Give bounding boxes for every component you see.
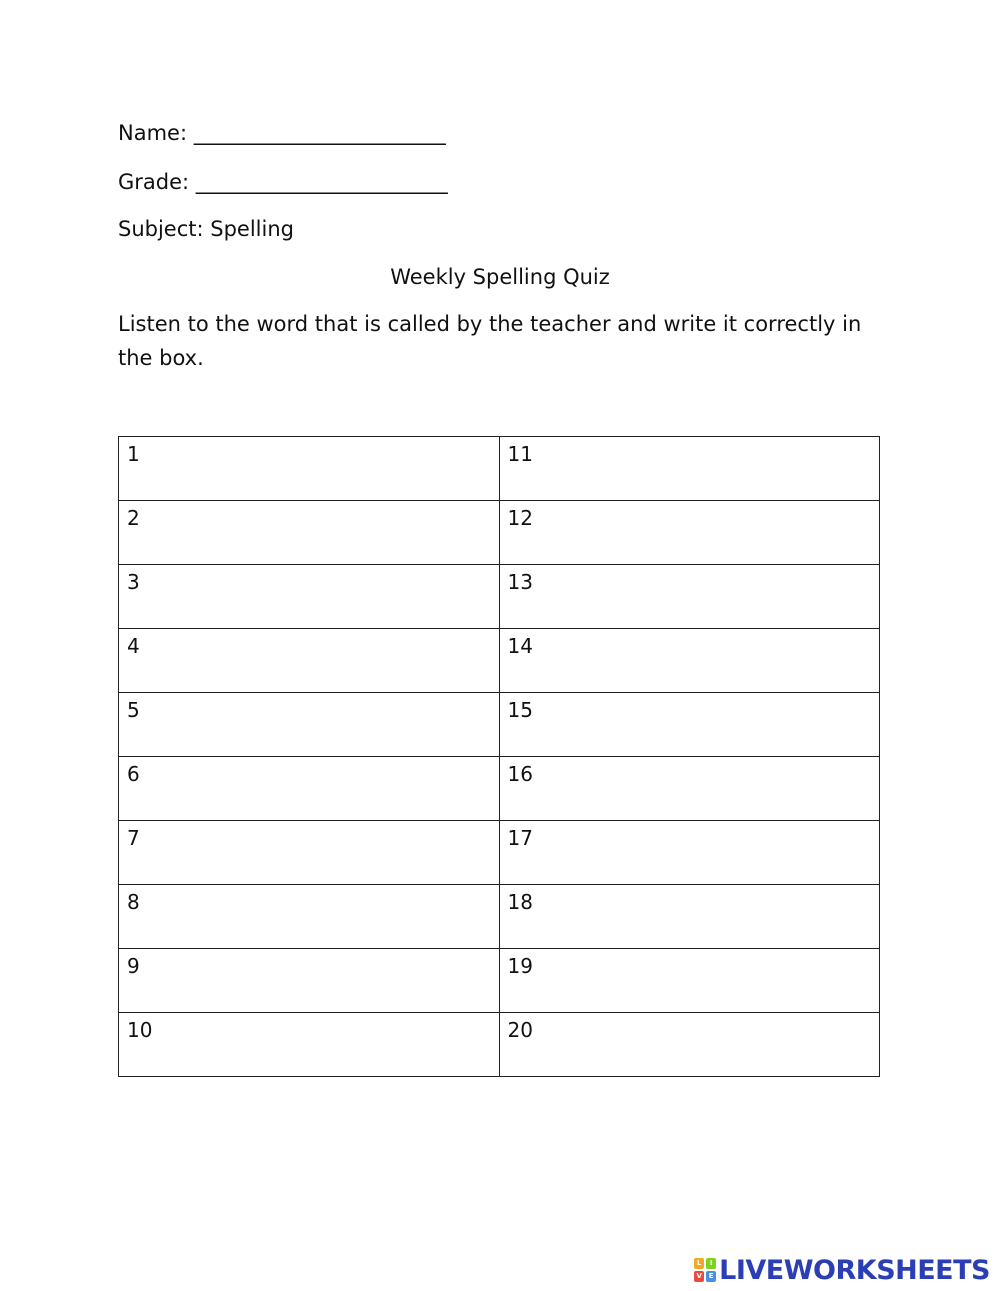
item-number: 15 — [507, 698, 533, 722]
table-row — [119, 565, 880, 629]
item-number: 3 — [127, 570, 140, 594]
page-title: Weekly Spelling Quiz — [390, 265, 610, 289]
item-number: 1 — [127, 442, 140, 466]
answer-box[interactable] — [499, 885, 880, 949]
answer-box[interactable] — [119, 629, 500, 693]
item-number: 9 — [127, 954, 140, 978]
item-number: 18 — [507, 890, 533, 914]
table-row — [119, 757, 880, 821]
table-row — [119, 821, 880, 885]
logo-mark-tile: V — [694, 1271, 704, 1282]
liveworksheets-logo — [694, 1252, 990, 1288]
table-row — [119, 949, 880, 1013]
instructions-text: Listen to the word that is called by the teacher and write it correctly in the box. — [118, 312, 862, 370]
answer-box[interactable] — [119, 501, 500, 565]
item-number: 12 — [507, 506, 533, 530]
item-number: 19 — [507, 954, 533, 978]
liveworksheets-logo-icon — [694, 1258, 716, 1282]
logo-mark-tile: I — [706, 1258, 716, 1269]
answer-box[interactable] — [119, 949, 500, 1013]
item-number: 16 — [507, 762, 533, 786]
answer-box[interactable] — [119, 821, 500, 885]
item-number: 2 — [127, 506, 140, 530]
answer-box[interactable] — [499, 693, 880, 757]
table-row — [119, 501, 880, 565]
item-number: 17 — [507, 826, 533, 850]
table-row — [119, 693, 880, 757]
answer-box[interactable] — [119, 1013, 500, 1077]
item-number: 13 — [507, 570, 533, 594]
answer-box[interactable] — [119, 565, 500, 629]
answer-box[interactable] — [119, 885, 500, 949]
answer-box[interactable] — [119, 693, 500, 757]
answer-box[interactable] — [119, 757, 500, 821]
grade-line: Grade: ________________________ — [118, 170, 448, 194]
table-row — [119, 885, 880, 949]
item-number: 20 — [507, 1018, 533, 1042]
name-line: Name: ________________________ — [118, 121, 446, 145]
answer-box[interactable] — [499, 1013, 880, 1077]
logo-mark-tile: E — [706, 1271, 716, 1282]
item-number: 7 — [127, 826, 140, 850]
table-row — [119, 1013, 880, 1077]
table-row — [119, 437, 880, 501]
answer-box[interactable] — [499, 821, 880, 885]
item-number: 8 — [127, 890, 140, 914]
item-number: 6 — [127, 762, 140, 786]
item-number: 11 — [507, 442, 533, 466]
logo-text: LIVEWORKSHEETS — [719, 1254, 990, 1286]
answer-box[interactable] — [499, 437, 880, 501]
spelling-answer-table — [118, 436, 880, 1077]
answer-box[interactable] — [499, 501, 880, 565]
item-number: 14 — [507, 634, 533, 658]
answer-box[interactable] — [499, 629, 880, 693]
item-number: 4 — [127, 634, 140, 658]
answer-box[interactable] — [119, 437, 500, 501]
logo-mark-tile: L — [694, 1258, 704, 1269]
subject-line: Subject: Spelling — [118, 217, 294, 241]
answer-box[interactable] — [499, 949, 880, 1013]
answer-box[interactable] — [499, 565, 880, 629]
table-row — [119, 629, 880, 693]
answer-box[interactable] — [499, 757, 880, 821]
item-number: 10 — [127, 1018, 153, 1042]
item-number: 5 — [127, 698, 140, 722]
